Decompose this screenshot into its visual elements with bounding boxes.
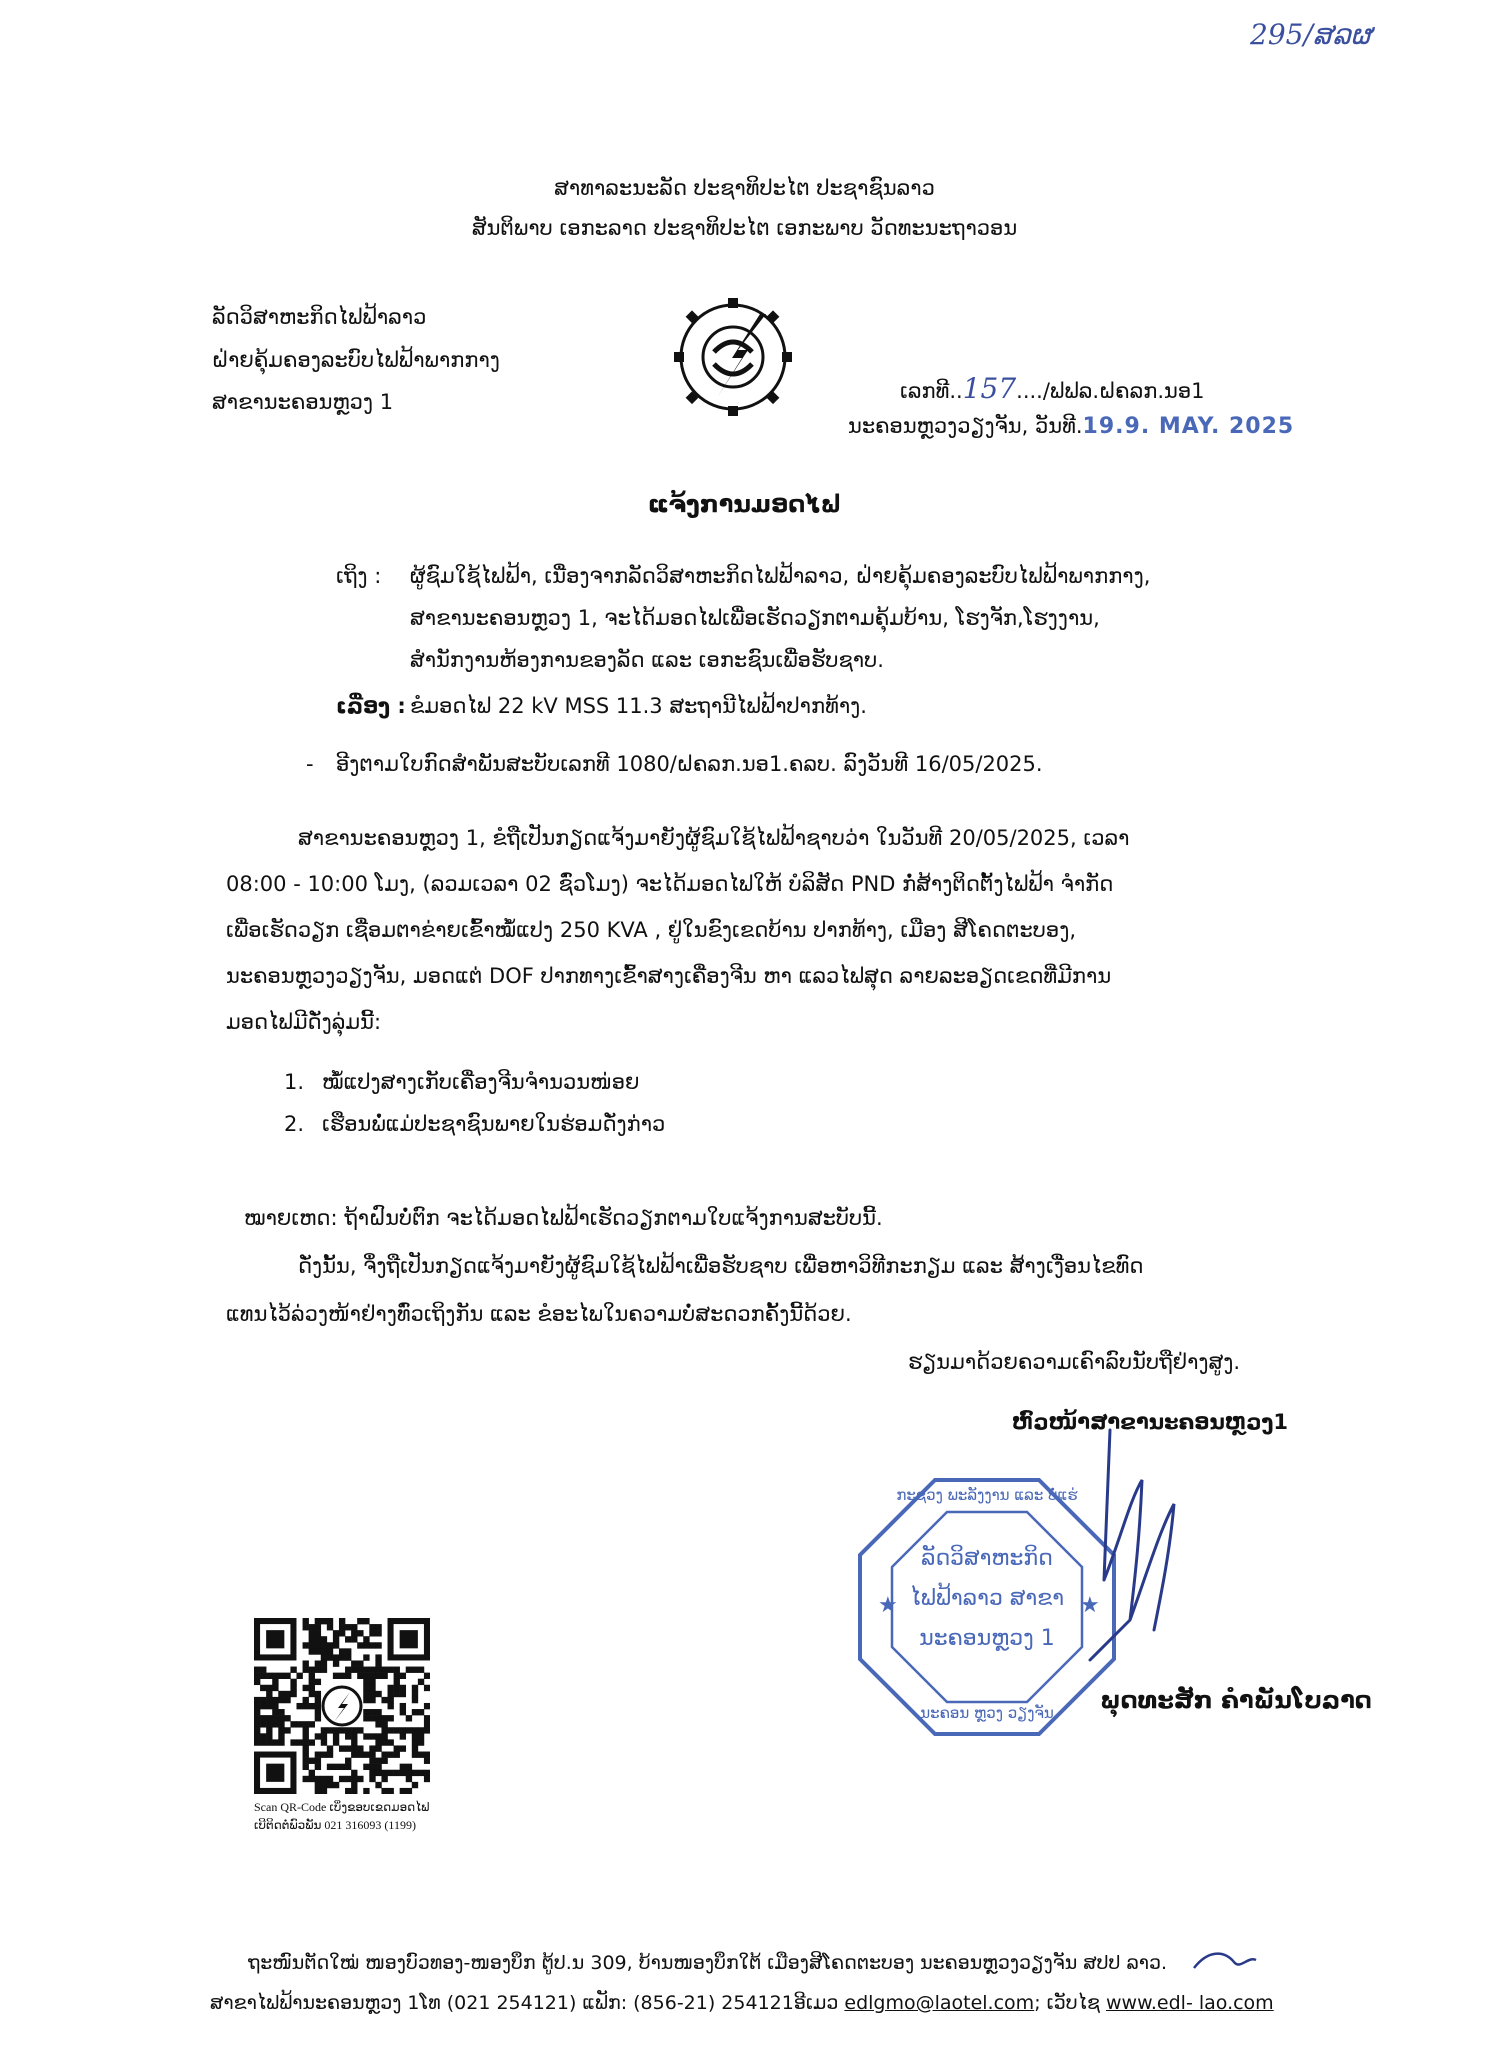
reference-text: ອີງຕາມໃບກົດສຳພັນສະບັບເລກທີ 1080/ຝຄລກ.ນອ1.ຄລບ. ລົງວັນທີ 16/05/2025. bbox=[336, 752, 1043, 776]
stamp-outer-top: ກະຊວງ ພະລັງງານ ແລະ ບໍ່ແຮ່ bbox=[896, 1486, 1078, 1504]
body-line-3: ເພື່ອເຮັດວຽກ ເຊື່ອມຕາຂ່າຍເຂົ້າໝໍ້ແປງ 250 KVA , ຢູ່ໃນຂົງເຂດບ້ານ ປາກທ້າງ, ເມືອງ ສີໂຄດຕະບອງ, bbox=[226, 918, 1076, 942]
signatory-name: ພຸດທະສັກ ຄຳພັນໂບລາດ bbox=[1100, 1686, 1372, 1714]
stamp-line-3: ນະຄອນຫຼວງ 1 bbox=[919, 1626, 1055, 1651]
to-line-1: ຜູ້ຊົມໃຊ້ໄຟຟ້າ, ເນື່ອງຈາກລັດວິສາຫະກິດໄຟຟ້າລາວ, ຝ່າຍຄຸ້ມຄອງລະບົບໄຟຟ້າພາກກາງ, bbox=[410, 564, 1151, 588]
body-line-5: ມອດໄຟມີດັ່ງລຸ່ມນີ້: bbox=[226, 1010, 382, 1034]
handwritten-reference: 295/ສລຜ bbox=[1250, 18, 1372, 51]
stamp-line-1: ລັດວິສາຫະກິດ bbox=[921, 1546, 1053, 1571]
subject-label: ເລື່ອງ : bbox=[336, 694, 406, 718]
to-line-2: ສາຂານະຄອນຫຼວງ 1, ຈະໄດ້ມອດໄຟເພື່ອເຮັດວຽກຕາມຄຸ້ມບ້ານ, ໂຮງຈັກ,ໂຮງງານ, bbox=[410, 606, 1100, 630]
to-line-3: ສຳນັກງານຫ້ອງການຂອງລັດ ແລະ ເອກະຊົນເພື່ອຮັບຊາບ. bbox=[410, 648, 884, 672]
edl-logo bbox=[668, 292, 798, 422]
subject-text: ຂໍມອດໄຟ 22 kV MSS 11.3 ສະຖານີໄຟຟ້າປາກທ້າງ. bbox=[410, 694, 867, 718]
email-link[interactable]: edlgmo@laotel.com bbox=[844, 1992, 1035, 2014]
closing-line-1: ດັ່ງນັ້ນ, ຈຶ່ງຖືເປັນກຽດແຈ້ງມາຍັງຜູ້ຊົມໃຊ້ໄຟຟ້າເພື່ອຮັບຊາບ ເພື່ອຫາວິທີກະກຽມ ແລະ ສ້າງເງື່ອນໄຂທົດ bbox=[298, 1254, 1144, 1278]
qr-code bbox=[254, 1618, 430, 1794]
svg-text:★: ★ bbox=[878, 1593, 898, 1618]
regards: ຮຽນມາດ້ວຍຄວາມເຄົາລົບນັບຖືຢ່າງສູງ. bbox=[908, 1350, 1241, 1374]
org-name: ລັດວິສາຫະກິດໄຟຟ້າລາວ bbox=[212, 305, 427, 329]
body-line-4: ນະຄອນຫຼວງວຽງຈັນ, ມອດແຕ່ DOF ປາກທາງເຂົ້າສາງເຄື່ອງຈີນ ຫາ ແລວໄຟສຸດ ລາຍລະອຽດເຂດທີ່ມີການ bbox=[226, 964, 1112, 988]
stamp-outer-bottom: ນະຄອນ ຫຼວງ ວຽງຈັນ bbox=[920, 1704, 1054, 1722]
reference-bullet: - bbox=[306, 752, 314, 776]
note: ໝາຍເຫດ: ຖ້າຝົນບໍ່ຕົກ ຈະໄດ້ມອດໄຟຟ້າເຮັດວຽກຕາມໃບແຈ້ງການສະບັບນີ້. bbox=[244, 1206, 883, 1230]
document-number: ເລກທີ..157..../ຟຟລ.ຝຄລກ.ນອ1 bbox=[900, 372, 1205, 405]
footer-scribble bbox=[1190, 1946, 1260, 1976]
list-item-number: 1. bbox=[284, 1070, 305, 1094]
republic-title: ສາທາລະນະລັດ ປະຊາທິປະໄຕ ປະຊາຊົນລາວ bbox=[554, 176, 935, 200]
national-motto: ສັນຕິພາບ ເອກະລາດ ປະຊາທິປະໄຕ ເອກະພາບ ວັດທະນະຖາວອນ bbox=[471, 216, 1018, 240]
qr-caption-1: Scan QR-Code ເບິ່ງຂອບເຂດມອດໄຟ bbox=[254, 1800, 430, 1814]
website-link[interactable]: www.edl- lao.com bbox=[1106, 1992, 1274, 2014]
document-date: ນະຄອນຫຼວງວຽງຈັນ, ວັນທີ.19.9. MAY. 2025 bbox=[848, 414, 1295, 439]
list-item-text: ເຮືອນພໍ່ແມ່ປະຊາຊົນພາຍໃນຮ່ອມດັ່ງກ່າວ bbox=[322, 1112, 666, 1136]
body-line-1: ສາຂານະຄອນຫຼວງ 1, ຂໍຖືເປັນກຽດແຈ້ງມາຍັງຜູ້ຊົມໃຊ້ໄຟຟ້າຊາບວ່າ ໃນວັນທີ 20/05/2025, ເວລາ bbox=[298, 826, 1130, 850]
footer-address: ຖະໜົນຕັດໃໝ່ ໜອງບົວທອງ-ໜອງບຶກ ຕູ້ປ.ນ 309, ບ້ານໜອງບຶກໃຕ້ ເມືອງສີໂຄດຕະບອງ ນະຄອນຫຼວງວຽງຈັນ ສປປ ລາວ. bbox=[248, 1952, 1168, 1974]
org-branch: ສາຂານະຄອນຫຼວງ 1 bbox=[212, 390, 394, 414]
org-division: ຝ່າຍຄຸ້ມຄອງລະບົບໄຟຟ້າພາກກາງ bbox=[212, 348, 500, 372]
qr-caption-2: ເບີຕິດຕໍ່ພົວພັນ 021 316093 (1199) bbox=[254, 1818, 416, 1832]
stamp-line-2: ໄຟຟ້າລາວ ສາຂາ bbox=[909, 1586, 1065, 1611]
list-item-number: 2. bbox=[284, 1112, 305, 1136]
svg-text:★: ★ bbox=[1080, 1593, 1100, 1618]
list-item-text: ໝໍ້ແປງສາງເກັບເຄື່ອງຈີນຈຳນວນໜ່ອຍ bbox=[322, 1070, 640, 1094]
to-label: ເຖິງ : bbox=[336, 564, 382, 588]
signatory-position: ຫົວໜ້າສາຂານະຄອນຫຼວງ1 bbox=[1012, 1410, 1289, 1434]
document-title: ແຈ້ງການມອດໄຟ bbox=[647, 490, 842, 518]
footer-contact: ສາຂາໄຟຟ້ານະຄອນຫຼວງ 1ໂທ (021 254121) ແຟັກ: (856-21) 254121ອີເມວ edlgmo@laotel.com; ເວັບໄຊ www.edl- lao.com bbox=[210, 1992, 1274, 2014]
signature bbox=[1070, 1420, 1200, 1680]
closing-line-2: ແທນໄວ້ລ່ວງໜ້າຢ່າງທົ່ວເຖິງກັນ ແລະ ຂໍອະໄພໃນຄວາມບໍ່ສະດວກຄັ້ງນີ້ດ້ວຍ. bbox=[226, 1302, 852, 1326]
body-line-2: 08:00 - 10:00 ໂມງ, (ລວມເວລາ 02 ຊົ່ວໂມງ) ຈະໄດ້ມອດໄຟໃຫ້ ບໍລິສັດ PND ກໍ່ສ້າງຕິດຕັ້ງໄຟຟ້າ ຈຳກັດ bbox=[226, 872, 1114, 896]
